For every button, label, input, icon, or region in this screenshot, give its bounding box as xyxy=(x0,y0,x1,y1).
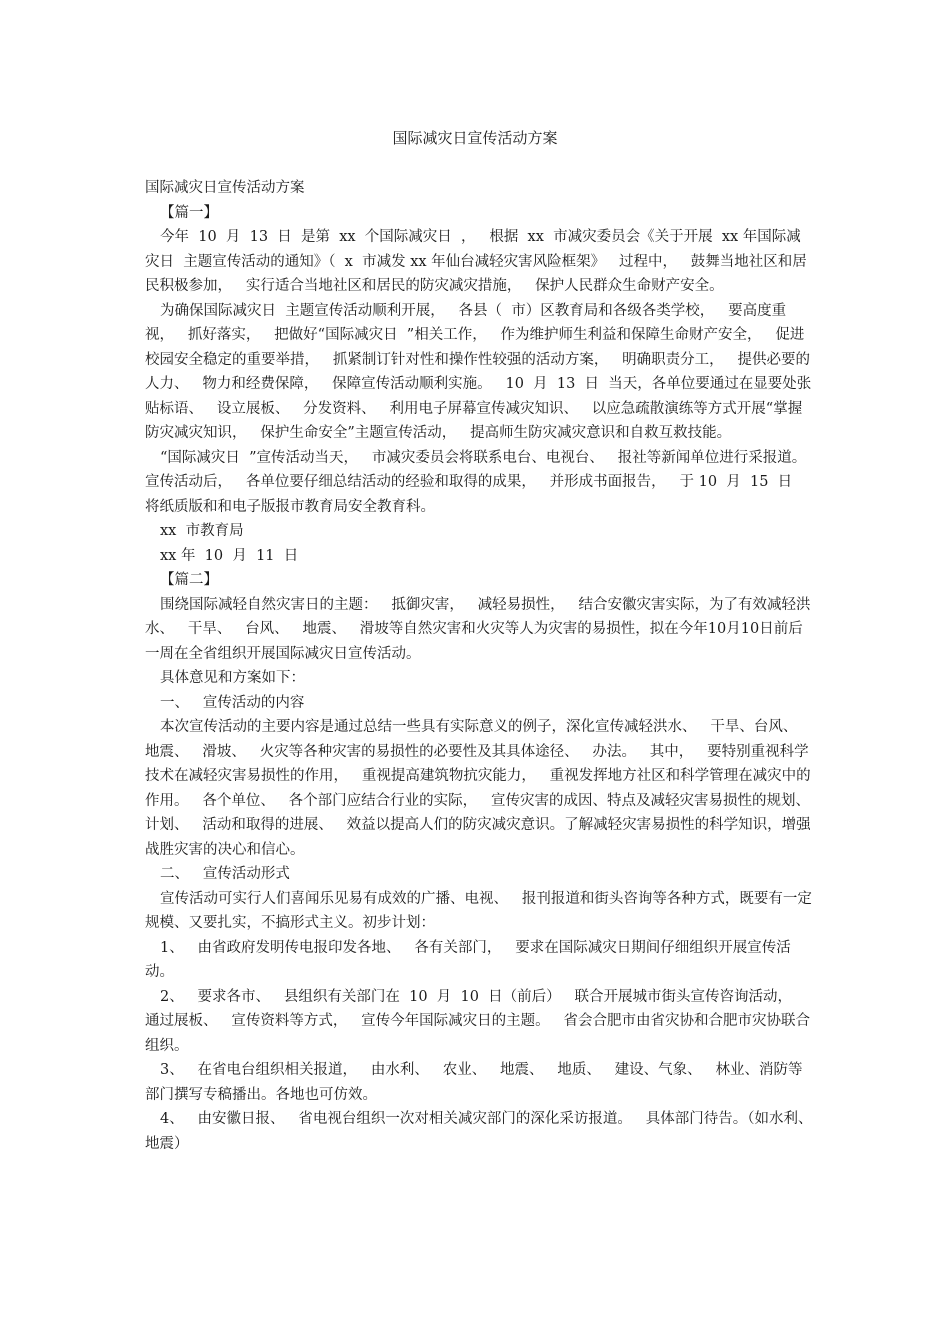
part2-paragraph-1: 围绕国际减轻自然灾害日的主题： 抵御灾害， 减轻易损性， 结合安徽灾害实际，为了有效减轻洪水、 干旱、 台风、 地震、 滑坡等自然灾害和火灾等人为灾害的易损性，拟在今年10月10日前后一周在全省组织开展国际减灾日宣传活动。 xyxy=(145,596,811,662)
document-body xyxy=(145,176,824,1156)
part2-label: 【篇二】 xyxy=(160,572,218,588)
part1-signature: xx 市教育局 xyxy=(160,523,244,539)
document-heading: 国际减灾日宣传活动方案 xyxy=(145,180,305,196)
part1-paragraph-3: “国际减灾日 ”宣传活动当天， 市减灾委员会将联系电台、电视台、 报社等新闻单位进行采报道。 宣传活动后， 各单位要仔细总结活动的经验和取得的成果， 并形成书面报告， 于 10 月 15 日 将纸质版和和电子版报市教育局安全教育科。 xyxy=(145,449,821,515)
plan-item-3: 3、 在省电台组织相关报道， 由水利、 农业、 地震、 地质、 建设、气象、 林业、消防等部门撰写专稿播出。各地也可仿效。 xyxy=(145,1062,803,1103)
part1-date: xx 年 10 月 11 日 xyxy=(160,547,299,564)
plan-item-2: 2、 要求各市、 县组织有关部门在 10 月 10 日（前后） 联合开展城市街头宣传咨询活动， 通过展板、 宣传资料等方式， 宣传今年国际减灾日的主题。 省会合肥市由省灾协和合肥市灾协联合组织。 xyxy=(145,988,810,1054)
document-title: 国际减灾日宣传活动方案 xyxy=(392,129,558,147)
part1-paragraph-2: 为确保国际减灾日 主题宣传活动顺利开展， 各县（ 市）区教育局和各级各类学校， 要高度重视， 抓好落实， 把做好“国际减灾日 ”相关工作， 作为维护师生利益和保障生命财产安全， 促进校园安全稳定的重要举措， 抓紧制订针对性和操作性较强的活动方案， 明确职责分工， 提供必要的人力、 物力和经费保障， 保障宣传活动顺利实施。 10 月 13 日 当天，各单位要通过在显要处张贴标语、 设立展板、 分发资料、 利用电子屏幕宣传减灾知识、 以应急疏散演练等方式开展“掌握防灾减灾知识， 保护生命安全”主题宣传活动， 提高师生防灾减灾意识和自救互救技能。 xyxy=(145,302,812,441)
section-2-body: 宣传活动可实行人们喜闻乐见易有成效的广播、电视、 报刊报道和街头咨询等各种方式，既要有一定规模、又要扎实，不搞形式主义。初步计划： xyxy=(145,890,812,931)
section-1-title: 一、 宣传活动的内容 xyxy=(160,694,305,711)
section-1-body: 本次宣传活动的主要内容是通过总结一些具有实际意义的例子，深化宣传减轻洪水、 干旱、台风、 地震、 滑坡、 火灾等各种灾害的易损性的必要性及其具体途径、 办法。 其中， 要特别重视科学技术在减轻灾害易损性的作用， 重视提高建筑物抗灾能力， 重视发挥地方社区和科学管理在减灾中的作用。 各个单位、 各个部门应结合行业的实际， 宣传灾害的成因、特点及减轻灾害易损性的规划、 计划、 活动和取得的进展、 效益以提高人们的防灾减灾意识。了解减轻灾害易损性的科学知识，增强战胜灾害的决心和信心。 xyxy=(145,719,824,858)
plan-item-1: 1、 由省政府发明传电报印发各地、 各有关部门， 要求在国际减灾日期间仔细组织开展宣传活动。 xyxy=(145,939,791,980)
part1-paragraph-1: 今年 10 月 13 日 是第 xx 个国际减灾日 ， 根据 xx 市减灾委员会《关于开展 xx 年国际减灾日 主题宣传活动的通知》（ x 市减发 xx 年仙台减轻灾害风险框架》 过程中， 鼓舞当地社区和居民积极参加， 实行适合当地社区和居民的防灾减灾措施， 保护人民群众生命财产安全。 xyxy=(145,229,807,294)
part1-label: 【篇一】 xyxy=(160,204,218,221)
section-2-title: 二、 宣传活动形式 xyxy=(160,866,290,882)
plan-item-4: 4、 由安徽日报、 省电视台组织一次对相关减灾部门的深化采访报道。 具体部门待告。（如水利、地震） xyxy=(145,1111,813,1152)
part2-intro: 具体意见和方案如下： xyxy=(160,670,305,686)
